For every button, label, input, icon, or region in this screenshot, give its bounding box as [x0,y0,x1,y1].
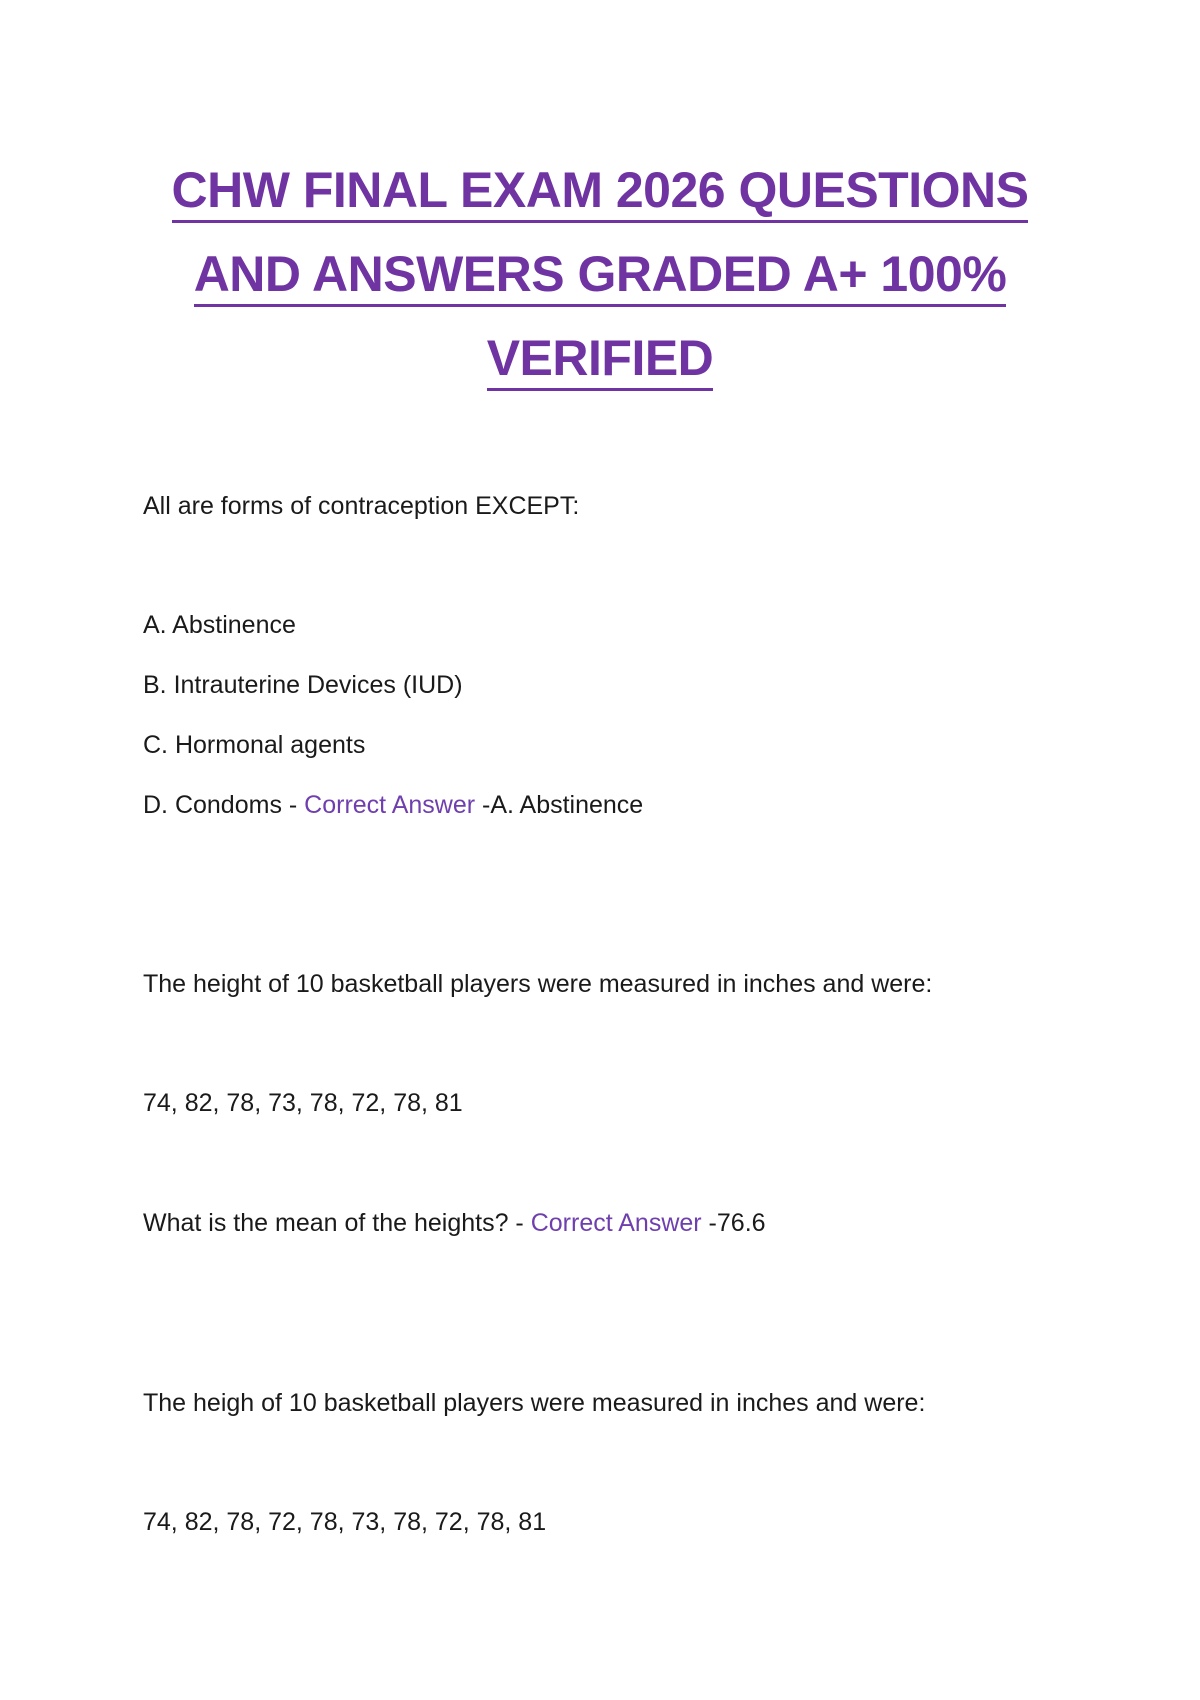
title-line-1 [0,155,1200,239]
title-line-3-text: VERIFIED [487,328,714,391]
question-2-answer: -76.6 [701,1209,766,1237]
question-1-option-b: B. Intrauterine Devices (IUD) [143,671,463,699]
title-line-1-text: CHW FINAL EXAM 2026 QUESTIONS [172,160,1029,223]
question-2-data: 74, 82, 78, 73, 78, 72, 78, 81 [143,1089,463,1117]
question-1-option-d-row [143,789,643,821]
question-1-option-c: C. Hormonal agents [143,731,366,759]
title-line-3 [0,323,1200,407]
title-line-2 [0,239,1200,323]
question-1-prompt: All are forms of contraception EXCEPT: [143,492,580,520]
question-3-prompt: The heigh of 10 basketball players were measured in inches and were: [143,1389,926,1417]
question-2-question: What is the mean of the heights? - [143,1209,531,1237]
question-1-option-a: A. Abstinence [143,611,296,639]
correct-answer-label: Correct Answer [304,791,476,819]
question-3-data: 74, 82, 78, 72, 78, 73, 78, 72, 78, 81 [143,1508,547,1536]
title-line-2-text: AND ANSWERS GRADED A+ 100% [194,244,1007,307]
question-2-prompt: The height of 10 basketball players were measured in inches and were: [143,970,933,998]
document-title [0,155,1200,407]
question-1-option-d: D. Condoms - [143,791,305,819]
question-2-row [143,1207,766,1239]
correct-answer-label: Correct Answer [530,1209,702,1237]
question-1-answer: -A. Abstinence [475,791,644,819]
